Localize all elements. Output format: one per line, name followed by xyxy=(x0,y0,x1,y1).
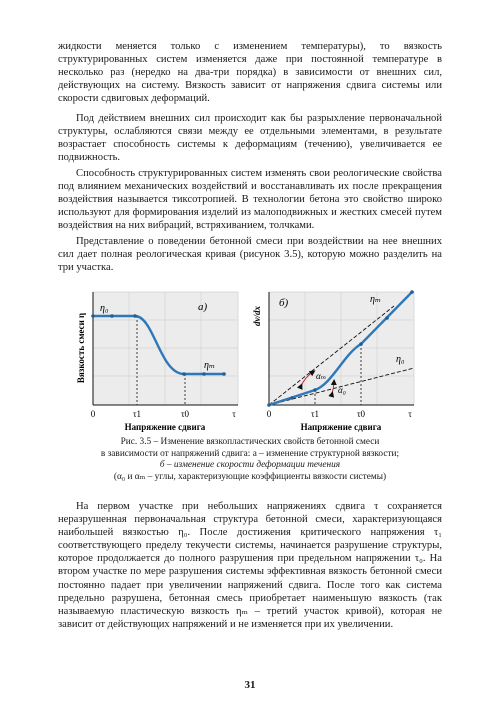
panel-b xyxy=(252,290,414,432)
caption-line-4: (α₀ и αₘ – углы, характеризующие коэффициенты вязкости системы) xyxy=(113,471,387,482)
panel-b-xlabel: Напряжение сдвига xyxy=(300,422,382,432)
panel-a-tick-0: 0 xyxy=(90,409,96,419)
panel-a-tick-tau1: τ1 xyxy=(132,409,142,419)
panel-b-eta0-label: η₀ xyxy=(396,354,405,365)
paragraph-4: Представление о поведении бетонной смеси при воздействии на нее внешних сил дает полная реологическая кривая (рисунок 3.5), которую можно разделить на три участка. xyxy=(58,236,442,274)
panel-b-etam-label: ηₘ xyxy=(370,294,382,305)
figure-3-5 xyxy=(72,276,432,434)
panel-b-tick-tau0: τ0 xyxy=(356,409,366,419)
caption-line-2: в зависимости от напряжений сдвига: а – изменение структурной вязкости; xyxy=(100,448,400,459)
panel-a-eta0-label: η₀ xyxy=(100,303,109,314)
panel-b-tick-tau1: τ1 xyxy=(310,409,320,419)
panel-b-tick-0: 0 xyxy=(266,409,272,419)
panel-b-ylabel: dv/dx xyxy=(252,306,262,326)
caption-line-1: Рис. 3.5 – Изменение вязкопластических свойств бетонной смеси xyxy=(120,437,380,447)
panel-a-tick-tau: τ xyxy=(232,409,236,419)
paragraph-3: Способность структурированных систем изменять свои реологические свойства под влиянием механических воздействий и восстанавливать их после прекращения воздействия называется тиксотропией. В технологии бетона это свойство широко используют для формирования изделий из малоподвижных и жестких смесей путем воздействия на них вибраций, встряхиванием, толчками. xyxy=(58,168,442,232)
panel-a xyxy=(76,292,238,432)
panel-b-alpha-0-label: α₀ xyxy=(338,385,346,395)
paragraph-5: На первом участке при небольших напряжениях сдвига τ сохраняется неразрушенная первоначальная структура бетонной смеси, характеризующаяся наибольшей вязкостью η₀. После достижения критического напряжения τ₁ соответствующего пределу текучести системы, начинается разрушение структуры, которое продолжается до полного разрушения при предельном напряжении τ₀. На втором участке по мере разрушения системы эффективная вязкость бетонной смеси постоянно падает при увеличении напряжений сдвига. После того как система предельно разрушена, бетонная смесь приобретает наименьшую вязкость (так называемую пластическую вязкость ηₘ – третий участок кривой), которая не зависит от действующих напряжений и не изменяется при их увеличении. xyxy=(58,501,442,630)
panel-a-grid xyxy=(93,292,238,405)
panel-a-ylabel: Вязкость смеси η xyxy=(76,312,86,384)
panel-a-etam-label: ηₘ xyxy=(204,360,216,371)
panel-b-tick-tau: τ xyxy=(408,409,412,419)
panel-a-label: а) xyxy=(198,301,208,313)
page-number: 31 xyxy=(244,679,256,691)
panel-b-label: б) xyxy=(279,297,289,309)
panel-a-xlabel: Напряжение сдвига xyxy=(124,422,206,432)
panel-b-alpha-m-label: αₘ xyxy=(316,371,327,381)
panel-a-tick-tau0: τ0 xyxy=(180,409,190,419)
paragraph-1: жидкости меняется только с изменением температуры), то вязкость структурированных систем изменяется даже при постоянной температуре в несколько раз (нередко на два-три порядка) в зависимости от внешних сил, действующих на систему. Вязкость зависит от напряжения сдвига системы или скорости сдвиговых деформаций. xyxy=(58,41,442,105)
caption-line-3: б – изменение скорости деформации течения xyxy=(159,460,341,471)
paragraph-2: Под действием внешних сил происходит как бы разрыхление первоначальной структуры, ослабляются связи между ее отдельными элементами, в результате возрастает способность системы к деформациям (течению), увеличивается ее подвижность. xyxy=(58,113,442,164)
figure-caption xyxy=(58,437,442,483)
